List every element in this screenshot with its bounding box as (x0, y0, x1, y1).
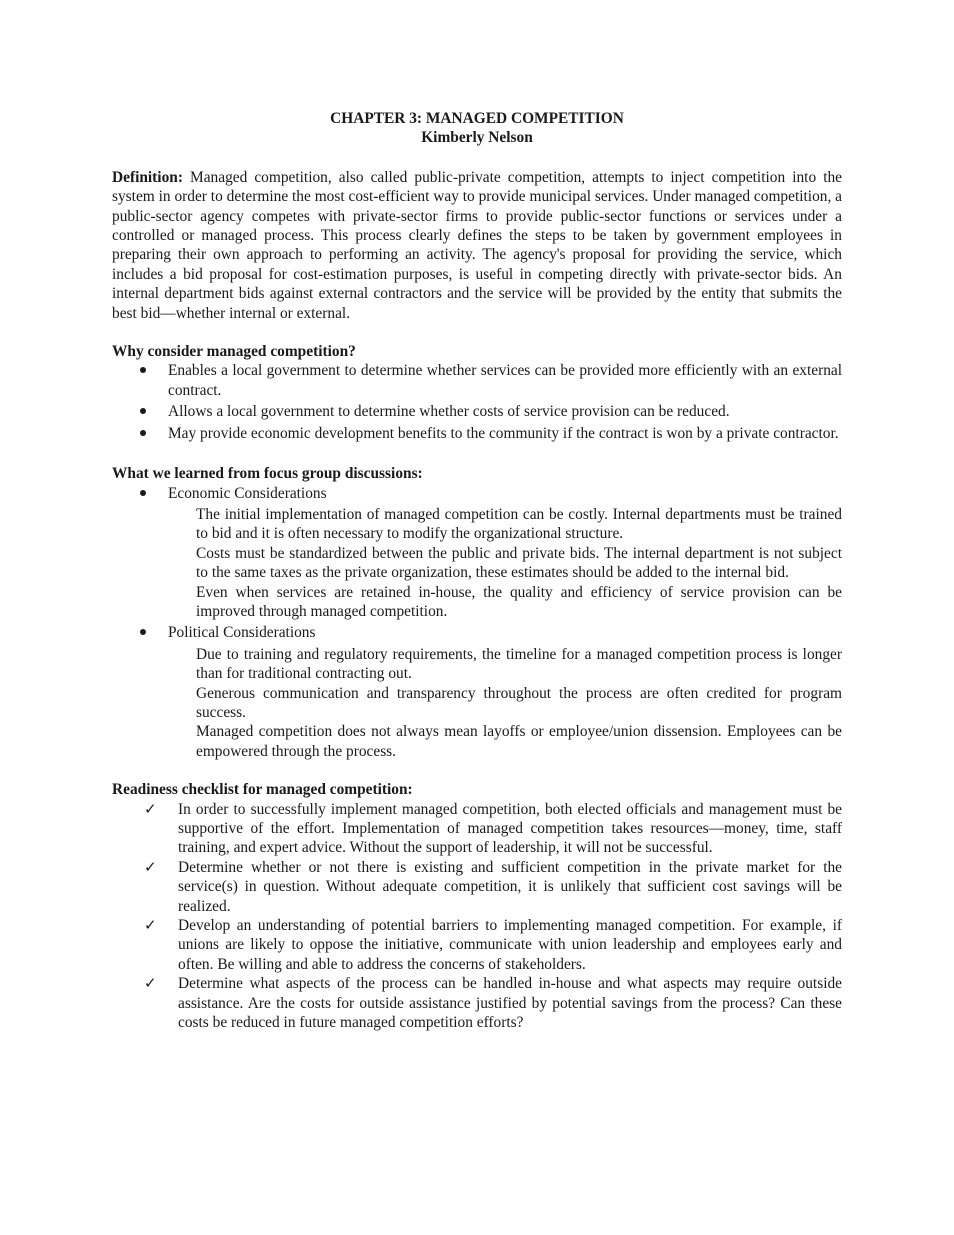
learned-list-political (112, 623, 842, 642)
sub-point: Even when services are retained in-house, the quality and efficiency of service provision can be improved through managed competition. (196, 583, 842, 620)
checkmark-icon: ✓ (144, 974, 157, 993)
checklist-text: Develop an understanding of potential barriers to implementing managed competition. For example, if unions are likely to oppose the initiative, communicate with union leadership and employees early and often. Be willing and able to address the concerns of stakeholders. (178, 917, 842, 973)
checklist-item (112, 916, 842, 974)
definition-paragraph (112, 168, 842, 323)
checklist-item (112, 974, 842, 1032)
group-label-economic: Economic Considerations (168, 484, 327, 502)
learned-list (112, 484, 842, 503)
list-item (112, 402, 842, 421)
chapter-title: CHAPTER 3: MANAGED COMPETITION (330, 110, 624, 127)
why-list (112, 361, 842, 443)
sub-point: Generous communication and transparency throughout the process are often credited for program success. (196, 684, 842, 721)
sub-point: The initial implementation of managed competition can be costly. Internal departments must be trained to bid and it is often necessary to modify the organizational structure. (196, 505, 842, 543)
checklist-text: Determine what aspects of the process can be handled in-house and what aspects may require outside assistance. Are the costs for outside assistance justified by potential savings from the process? Can these costs be reduced in future managed competition efforts? (178, 975, 842, 1032)
bullet-icon (140, 361, 154, 380)
readiness-heading: Readiness checklist for managed competition: (112, 781, 413, 799)
learned-heading: What we learned from focus group discussions: (112, 465, 423, 483)
group-label-political: Political Considerations (168, 624, 316, 642)
list-item (112, 424, 842, 443)
sub-point: Due to training and regulatory requirements, the timeline for a managed competition process is longer than for traditional contracting out. (196, 645, 842, 683)
why-heading: Why consider managed competition? (112, 343, 356, 361)
economic-points (112, 505, 842, 621)
bullet-icon (140, 424, 154, 443)
bullet-icon (140, 484, 154, 503)
checklist-item (112, 800, 842, 858)
definition-label: Definition: (112, 168, 183, 186)
document-page (112, 109, 842, 1032)
list-item (112, 484, 842, 503)
readiness-checklist (112, 800, 842, 1033)
checkmark-icon: ✓ (144, 857, 157, 876)
checklist-text: Determine whether or not there is existing and sufficient competition in the private market for the service(s) in question. Without adequate competition, it is unlikely that sufficient cost savings will be realized. (178, 858, 842, 915)
title-block (112, 109, 842, 148)
author-name: Kimberly Nelson (421, 129, 533, 147)
checkmark-icon: ✓ (144, 799, 157, 818)
definition-text: Managed competition, also called public-private competition, attempts to inject competition into the system in order to determine the most cost-efficient way to provide municipal services. Under managed competition, a public-sector agency competes with private-sector firms to provide public-sector functions or services under a controlled or managed process. This process clearly defines the steps to be taken by government employees in preparing their own approach to performing an activity. The agency's proposal for providing the service, which includes a bid proposal for cost-estimation purposes, is useful in competing directly with private-sector bids. An internal department bids against external contractors and the service will be provided by the entity that submits the best bid—whether internal or external. (112, 168, 842, 322)
political-points (112, 645, 842, 761)
checkmark-icon: ✓ (144, 916, 157, 935)
list-item-text: Allows a local government to determine whether costs of service provision can be reduced. (168, 403, 730, 421)
checklist-text: In order to successfully implement managed competition, both elected officials and management must be supportive of the effort. Implementation of managed competition takes resources—money, time, staff training, and expert advice. Without the support of leadership, it will not be successful. (178, 800, 842, 857)
bullet-icon (140, 623, 154, 642)
list-item (112, 361, 842, 400)
list-item-text: May provide economic development benefits to the community if the contract is won by a private contractor. (168, 424, 839, 442)
checklist-item (112, 858, 842, 916)
list-item-text: Enables a local government to determine whether services can be provided more efficiently with an external contract. (168, 362, 842, 399)
bullet-icon (140, 402, 154, 421)
list-item (112, 623, 842, 642)
sub-point: Costs must be standardized between the public and private bids. The internal department is not subject to the same taxes as the private organization, these estimates should be added to the internal bid. (196, 544, 842, 582)
sub-point: Managed competition does not always mean layoffs or employee/union dissension. Employees can be empowered through the process. (196, 723, 842, 760)
